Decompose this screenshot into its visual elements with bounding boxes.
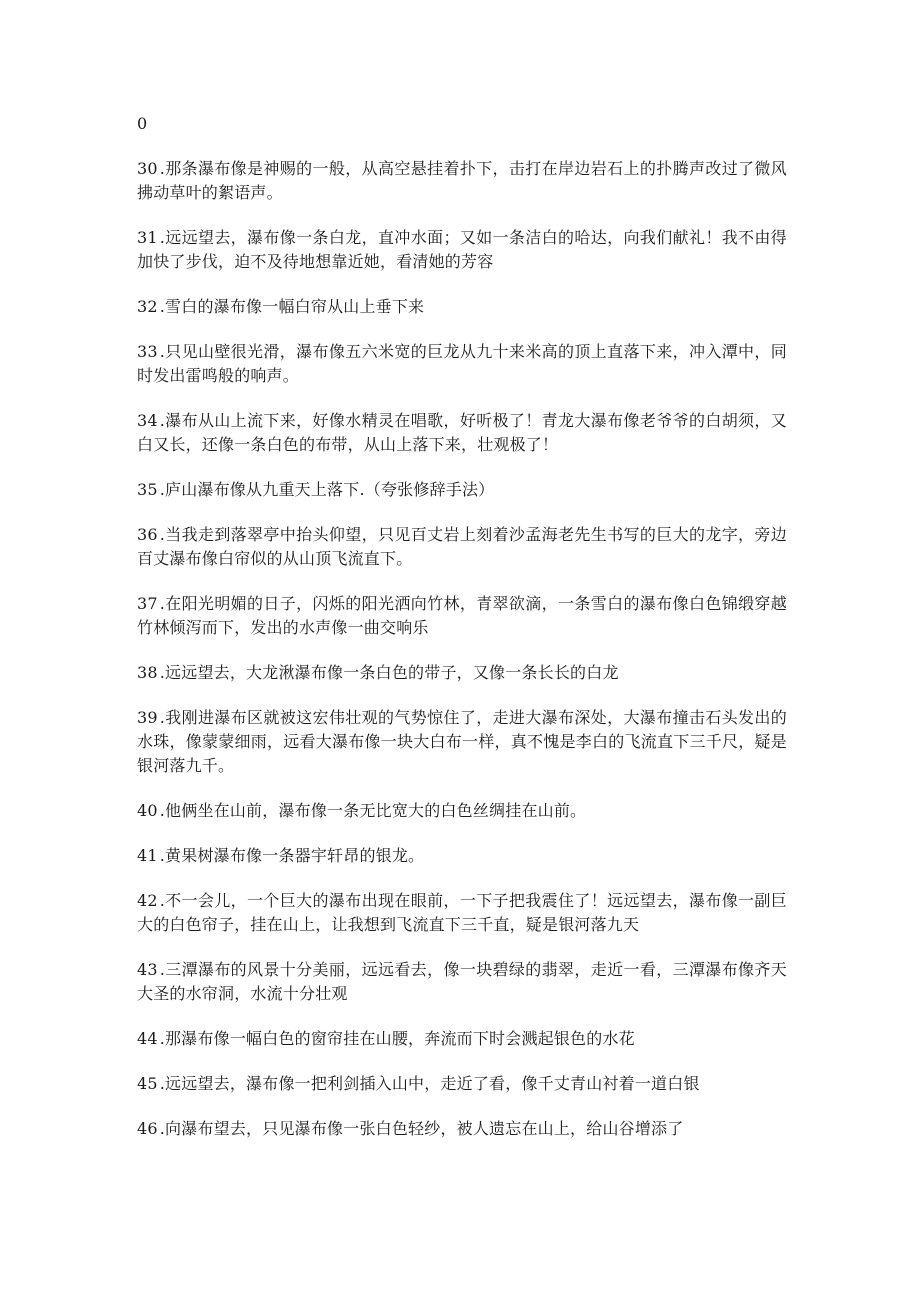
sentence-number: 37 — [137, 594, 158, 613]
sentence-item — [137, 295, 787, 319]
sentence-number: 41 — [137, 846, 158, 865]
sentence-text: .在阳光明媚的日子，闪烁的阳光洒向竹林，青翠欲滴，一条雪白的瀑布像白色锦缎穿越竹林倾泻而下，发出的水声像一曲交响乐 — [137, 594, 787, 637]
sentence-number: 35 — [137, 480, 158, 499]
sentence-number: 34 — [137, 411, 158, 430]
sentence-item — [137, 844, 787, 868]
sentence-text: .雪白的瀑布像一幅白帘从山上垂下来 — [159, 297, 425, 316]
sentence-number: 32 — [137, 297, 158, 316]
sentence-number: 36 — [137, 525, 158, 544]
sentence-text: .那条瀑布像是神赐的一般，从高空悬挂着扑下，击打在岸边岩石上的扑腾声改过了微风拂动草叶的絮语声。 — [137, 159, 787, 202]
sentence-text: .只见山壁很光滑，瀑布像五六米宽的巨龙从九十来米高的顶上直落下来，冲入潭中，同时发出雷鸣般的响声。 — [137, 342, 787, 385]
sentence-text: .那瀑布像一幅白色的窗帘挂在山腰，奔流而下时会溅起银色的水花 — [159, 1029, 635, 1048]
leading-fragment: 0 — [137, 114, 148, 133]
sentence-item — [137, 1072, 787, 1096]
sentence-item — [137, 799, 787, 823]
sentence-number: 42 — [137, 891, 158, 910]
sentence-text: .三潭瀑布的风景十分美丽，远远看去，像一块碧绿的翡翠，走近一看，三潭瀑布像齐天大圣的水帘洞，水流十分壮观 — [137, 960, 787, 1003]
sentence-item — [137, 1027, 787, 1051]
sentence-text: .向瀑布望去，只见瀑布像一张白色轻纱，被人遗忘在山上，给山谷增添了 — [159, 1119, 684, 1138]
sentence-text: .我刚进瀑布区就被这宏伟壮观的气势惊住了，走进大瀑布深处，大瀑布撞击石头发出的水珠，像蒙蒙细雨，远看大瀑布像一块大白布一样，真不愧是李白的飞流直下三千尺，疑是银河落九千。 — [137, 708, 787, 775]
sentence-number: 46 — [137, 1119, 158, 1138]
sentence-item — [137, 889, 787, 937]
sentence-number: 40 — [137, 801, 158, 820]
sentence-item — [137, 1117, 787, 1141]
sentence-item — [137, 523, 787, 571]
sentence-list — [137, 157, 787, 1162]
sentence-number: 33 — [137, 342, 158, 361]
sentence-text: .当我走到落翠亭中抬头仰望，只见百丈岩上刻着沙孟海老先生书写的巨大的龙字，旁边百丈瀑布像白帘似的从山顶飞流直下。 — [137, 525, 787, 568]
sentence-item — [137, 340, 787, 388]
sentence-number: 39 — [137, 708, 158, 727]
sentence-text: .黄果树瀑布像一条器宇轩昂的银龙。 — [159, 846, 425, 865]
sentence-number: 44 — [137, 1029, 158, 1048]
sentence-text: .他俩坐在山前，瀑布像一条无比宽大的白色丝绸挂在山前。 — [159, 801, 587, 820]
sentence-number: 38 — [137, 663, 158, 682]
sentence-number: 31 — [137, 228, 158, 247]
sentence-item — [137, 226, 787, 274]
sentence-text: .远远望去，大龙湫瀑布像一条白色的带子，又像一条长长的白龙 — [159, 663, 619, 682]
sentence-number: 45 — [137, 1074, 158, 1093]
sentence-item — [137, 661, 787, 685]
sentence-item — [137, 958, 787, 1006]
sentence-number: 43 — [137, 960, 158, 979]
sentence-text: .瀑布从山上流下来，好像水精灵在唱歌，好听极了！青龙大瀑布像老爷爷的白胡须，又白又长，还像一条白色的布带，从山上落下来，壮观极了！ — [137, 411, 787, 454]
sentence-item — [137, 478, 787, 502]
sentence-text: .庐山瀑布像从九重天上落下.（夸张修辞手法） — [159, 480, 495, 499]
sentence-text: .远远望去，瀑布像一条白龙，直冲水面；又如一条洁白的哈达，向我们献礼！我不由得加快了步伐，迫不及待地想靠近她，看清她的芳容 — [137, 228, 787, 271]
sentence-item — [137, 592, 787, 640]
sentence-item — [137, 409, 787, 457]
sentence-number: 30 — [137, 159, 158, 178]
sentence-text: .不一会儿，一个巨大的瀑布出现在眼前，一下子把我震住了！远远望去，瀑布像一副巨大的白色帘子，挂在山上，让我想到飞流直下三千直，疑是银河落九天 — [137, 891, 787, 934]
sentence-item — [137, 157, 787, 205]
sentence-item — [137, 706, 787, 778]
sentence-text: .远远望去，瀑布像一把利剑插入山中，走近了看，像千丈青山衬着一道白银 — [159, 1074, 700, 1093]
